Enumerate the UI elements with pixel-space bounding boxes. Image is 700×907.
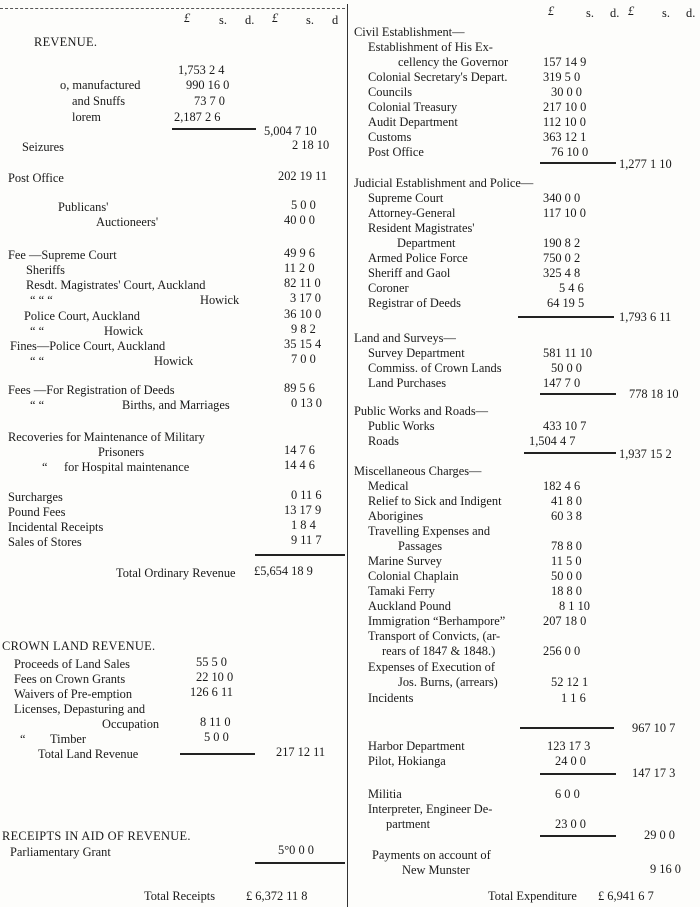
total-rule — [255, 554, 345, 556]
section-total: 1,277 1 10 — [619, 157, 672, 171]
amount: 363 12 1 — [543, 130, 587, 144]
subtotal: 13 17 9 — [284, 503, 322, 517]
amount: 5 0 0 — [204, 730, 229, 744]
subtotal-rule — [180, 753, 255, 755]
row-label: Colonial Chaplain — [368, 569, 459, 583]
amount: 433 10 7 — [543, 419, 587, 433]
subtotal: 89 5 6 — [284, 381, 315, 395]
ditto-marks: “ — [42, 460, 48, 474]
header-pence: d — [332, 13, 339, 27]
section-total: 1,793 6 11 — [619, 310, 672, 324]
row-label: Colonial Treasury — [368, 100, 458, 114]
amount: 50 0 0 — [551, 361, 582, 375]
ditto-marks: “ “ — [30, 398, 45, 412]
amount: 60 3 8 — [551, 509, 582, 523]
row-label: Publicans' — [58, 200, 109, 214]
row-label: Sheriff and Gaol — [368, 266, 451, 280]
row-label: and Snuffs — [72, 94, 126, 108]
row-label: Incidents — [368, 691, 414, 705]
row-label: Land Purchases — [368, 376, 447, 390]
header-pound: £ — [184, 11, 191, 25]
row-label: Expenses of Execution of — [368, 660, 495, 674]
amount: 256 0 0 — [543, 644, 581, 658]
amount: 117 10 0 — [543, 206, 586, 220]
subtotal: 5°0 0 0 — [278, 843, 314, 857]
subtotal: 49 9 6 — [284, 246, 315, 260]
row-label: Proceeds of Land Sales — [14, 657, 130, 671]
row-label: Sheriffs — [26, 263, 66, 277]
row-label: Militia — [368, 787, 402, 801]
amount: 8 1 10 — [559, 599, 590, 613]
row-label: Fines—Police Court, Auckland — [10, 339, 166, 353]
row-label: Sales of Stores — [8, 535, 82, 549]
row-label: Aborigines — [368, 509, 424, 523]
subtotal: 11 2 0 — [284, 261, 315, 275]
amount: 18 8 0 — [551, 584, 582, 598]
row-label: lorem — [72, 110, 101, 124]
amount: 22 10 0 — [196, 670, 234, 684]
total-rule — [255, 862, 345, 864]
row-label: Establishment of His Ex- — [368, 40, 493, 54]
row-label: Police Court, Auckland — [24, 309, 140, 323]
amount: 112 10 0 — [543, 115, 586, 129]
ditto-marks: “ “ — [30, 354, 45, 368]
row-label: Supreme Court — [368, 191, 444, 205]
subtotal: 14 7 6 — [284, 443, 315, 457]
section-title-crown-land: CROWN LAND REVENUE. — [2, 639, 156, 653]
amount: 52 12 1 — [551, 675, 589, 689]
row-label: partment — [386, 817, 431, 831]
ditto-marks: “ — [20, 732, 26, 746]
row-label: Births, and Marriages — [122, 398, 230, 412]
subtotal-rule — [518, 316, 614, 318]
row-label: Public Works — [368, 419, 435, 433]
row-label: Armed Police Force — [368, 251, 468, 265]
amount: 1 1 6 — [561, 691, 586, 705]
row-label: Payments on account of — [372, 848, 491, 862]
row-label: for Hospital maintenance — [64, 460, 190, 474]
row-label: Jos. Burns, (arrears) — [398, 675, 498, 689]
total-ordinary-revenue-label: Total Ordinary Revenue — [116, 566, 236, 580]
total-land-revenue-label: Total Land Revenue — [38, 747, 139, 761]
section-title-civil: Civil Establishment— — [354, 25, 465, 39]
row-label: Medical — [368, 479, 409, 493]
row-label: Roads — [368, 434, 399, 448]
row-label: Auckland Pound — [368, 599, 451, 613]
amount: 6 0 0 — [555, 787, 580, 801]
row-label: Immigration “Berhampore” — [368, 614, 506, 628]
amount: 1,504 4 7 — [529, 434, 576, 448]
row-label: Harbor Department — [368, 739, 465, 753]
header-pence: d. — [610, 6, 620, 20]
subtotal: 82 11 0 — [284, 276, 321, 290]
row-label: Resdt. Magistrates' Court, Auckland — [26, 278, 206, 292]
row-label: Howick — [104, 324, 144, 338]
row-label: Post Office — [368, 145, 424, 159]
row-label: New Munster — [402, 863, 470, 877]
row-label: Parliamentary Grant — [10, 845, 111, 859]
amount: 55 5 0 — [196, 655, 227, 669]
row-label: Colonial Secretary's Depart. — [368, 70, 508, 84]
row-label: Coroner — [368, 281, 409, 295]
row-label: Surcharges — [8, 490, 63, 504]
amount: 157 14 9 — [543, 55, 587, 69]
row-label: Howick — [200, 293, 240, 307]
total-ordinary-revenue-value: £5,654 18 9 — [254, 564, 313, 578]
amount: 182 4 6 — [543, 479, 581, 493]
subtotal: 3 17 0 — [290, 291, 321, 305]
row-label: Post Office — [8, 171, 64, 185]
row-label: Pound Fees — [8, 505, 66, 519]
row-label: Fees on Crown Grants — [14, 672, 126, 686]
subtotal: 14 4 6 — [284, 458, 315, 472]
row-label: rears of 1847 & 1848.) — [382, 644, 496, 658]
amount: 50 0 0 — [551, 569, 582, 583]
row-label: Tamaki Ferry — [368, 584, 435, 598]
row-label: Department — [397, 236, 456, 250]
subtotal: 9 11 7 — [291, 533, 322, 547]
row-label: Prisoners — [98, 445, 145, 459]
row-label: o, manufactured — [60, 78, 141, 92]
total-expenditure-label: Total Expenditure — [488, 889, 577, 903]
header-shillings: s. — [306, 13, 314, 27]
subtotal-rule — [540, 393, 616, 395]
subtotal-rule — [520, 727, 614, 729]
subtotal: 0 11 6 — [291, 488, 322, 502]
header-shillings: s. — [662, 6, 670, 20]
amount: 990 16 0 — [186, 78, 230, 92]
row-label: Audit Department — [368, 115, 458, 129]
subtotal: 40 0 0 — [284, 213, 315, 227]
section-total: 1,937 15 2 — [619, 447, 672, 461]
section-total: 778 18 10 — [629, 387, 679, 401]
row-label: Licenses, Depasturing and — [14, 702, 146, 716]
subtotal: 7 0 0 — [291, 352, 316, 366]
section-total: 147 17 3 — [632, 766, 676, 780]
row-label: Waivers of Pre-emption — [14, 687, 133, 701]
amount: 126 6 11 — [190, 685, 233, 699]
amount: 78 8 0 — [551, 539, 582, 553]
amount: 8 11 0 — [200, 715, 231, 729]
amount: 581 11 10 — [543, 346, 593, 360]
column-divider — [347, 4, 348, 907]
subtotal-rule — [172, 128, 256, 130]
section-total: 9 16 0 — [650, 862, 681, 876]
header-pound: £ — [628, 4, 635, 18]
row-label: cellency the Governor — [398, 55, 509, 69]
section-title-land: Land and Surveys— — [354, 331, 456, 345]
top-dashed-rule — [0, 8, 345, 9]
row-label: Marine Survey — [368, 554, 442, 568]
row-label: Seizures — [22, 140, 64, 154]
row-label: Fee —Supreme Court — [8, 248, 117, 262]
row-label: Transport of Convicts, (ar- — [368, 629, 501, 643]
header-pence: d. — [686, 6, 696, 20]
row-label: Pilot, Hokianga — [368, 754, 446, 768]
total-receipts-label: Total Receipts — [144, 889, 216, 903]
amount: 76 10 0 — [551, 145, 589, 159]
row-label: Passages — [398, 539, 443, 553]
amount: 190 8 2 — [543, 236, 581, 250]
header-shillings: s. — [219, 13, 227, 27]
amount: 340 0 0 — [543, 191, 581, 205]
amount: 73 7 0 — [194, 94, 225, 108]
subtotal: 5,004 7 10 — [264, 124, 317, 138]
row-label: Relief to Sick and Indigent — [368, 494, 502, 508]
amount: 2,187 2 6 — [174, 110, 221, 124]
amount: 23 0 0 — [555, 817, 586, 831]
amount: 217 10 0 — [543, 100, 587, 114]
subtotal-rule — [540, 835, 616, 837]
total-receipts-value: £ 6,372 11 8 — [246, 889, 308, 903]
amount: 11 5 0 — [551, 554, 582, 568]
amount: 24 0 0 — [555, 754, 586, 768]
amount: 64 19 5 — [547, 296, 585, 310]
amount: 5 4 6 — [559, 281, 584, 295]
section-title-works: Public Works and Roads— — [354, 404, 489, 418]
row-label: Timber — [50, 732, 87, 746]
section-total: 29 0 0 — [644, 828, 675, 842]
row-label: Travelling Expenses and — [368, 524, 491, 538]
amount: 30 0 0 — [551, 85, 582, 99]
ditto-marks: “ “ “ — [30, 293, 53, 307]
section-total: 967 10 7 — [632, 721, 676, 735]
subtotal: 9 8 2 — [291, 322, 316, 336]
amount: 207 18 0 — [543, 614, 587, 628]
row-label: Incidental Receipts — [8, 520, 104, 534]
row-label: Attorney-General — [368, 206, 456, 220]
header-pence: d. — [245, 13, 255, 27]
total-expenditure-value: £ 6,941 6 7 — [598, 889, 654, 903]
row-label: Howick — [154, 354, 194, 368]
subtotal: 2 18 10 — [292, 138, 330, 152]
subtotal-rule — [540, 162, 616, 164]
row-label: Fees —For Registration of Deeds — [8, 383, 175, 397]
row-label: Registrar of Deeds — [368, 296, 461, 310]
subtotal: 1 8 4 — [291, 518, 316, 532]
row-label: Survey Department — [368, 346, 465, 360]
subtotal: 35 15 4 — [284, 337, 322, 351]
subtotal: 202 19 11 — [278, 169, 328, 183]
subtotal-rule — [524, 452, 616, 454]
section-title-judicial: Judicial Establishment and Police— — [354, 176, 534, 190]
section-title-misc: Miscellaneous Charges— — [354, 464, 482, 478]
row-label: Auctioneers' — [96, 215, 159, 229]
header-pound: £ — [548, 4, 555, 18]
amount: 41 8 0 — [551, 494, 582, 508]
row-label: Resident Magistrates' — [368, 221, 475, 235]
header-shillings: s. — [586, 6, 594, 20]
amount: 319 5 0 — [543, 70, 581, 84]
row-label: Customs — [368, 130, 412, 144]
subtotal-rule — [540, 773, 616, 775]
row-label: Recoveries for Maintenance of Military — [8, 430, 205, 444]
amount: 325 4 8 — [543, 266, 581, 280]
ditto-marks: “ “ — [30, 324, 45, 338]
amount: 147 7 0 — [543, 376, 581, 390]
row-label: Commiss. of Crown Lands — [368, 361, 502, 375]
subtotal: 5 0 0 — [291, 198, 316, 212]
section-title-receipts: RECEIPTS IN AID OF REVENUE. — [2, 829, 191, 843]
amount: 750 0 2 — [543, 251, 581, 265]
total-land-revenue-value: 217 12 11 — [276, 745, 326, 759]
row-label: Occupation — [102, 717, 160, 731]
amount: 1,753 2 4 — [178, 63, 225, 77]
subtotal: 36 10 0 — [284, 307, 322, 321]
subtotal: 0 13 0 — [291, 396, 322, 410]
header-pound: £ — [272, 11, 279, 25]
row-label: Interpreter, Engineer De- — [368, 802, 493, 816]
amount: 123 17 3 — [547, 739, 591, 753]
row-label: Councils — [368, 85, 413, 99]
section-title-revenue: REVENUE. — [34, 35, 98, 49]
